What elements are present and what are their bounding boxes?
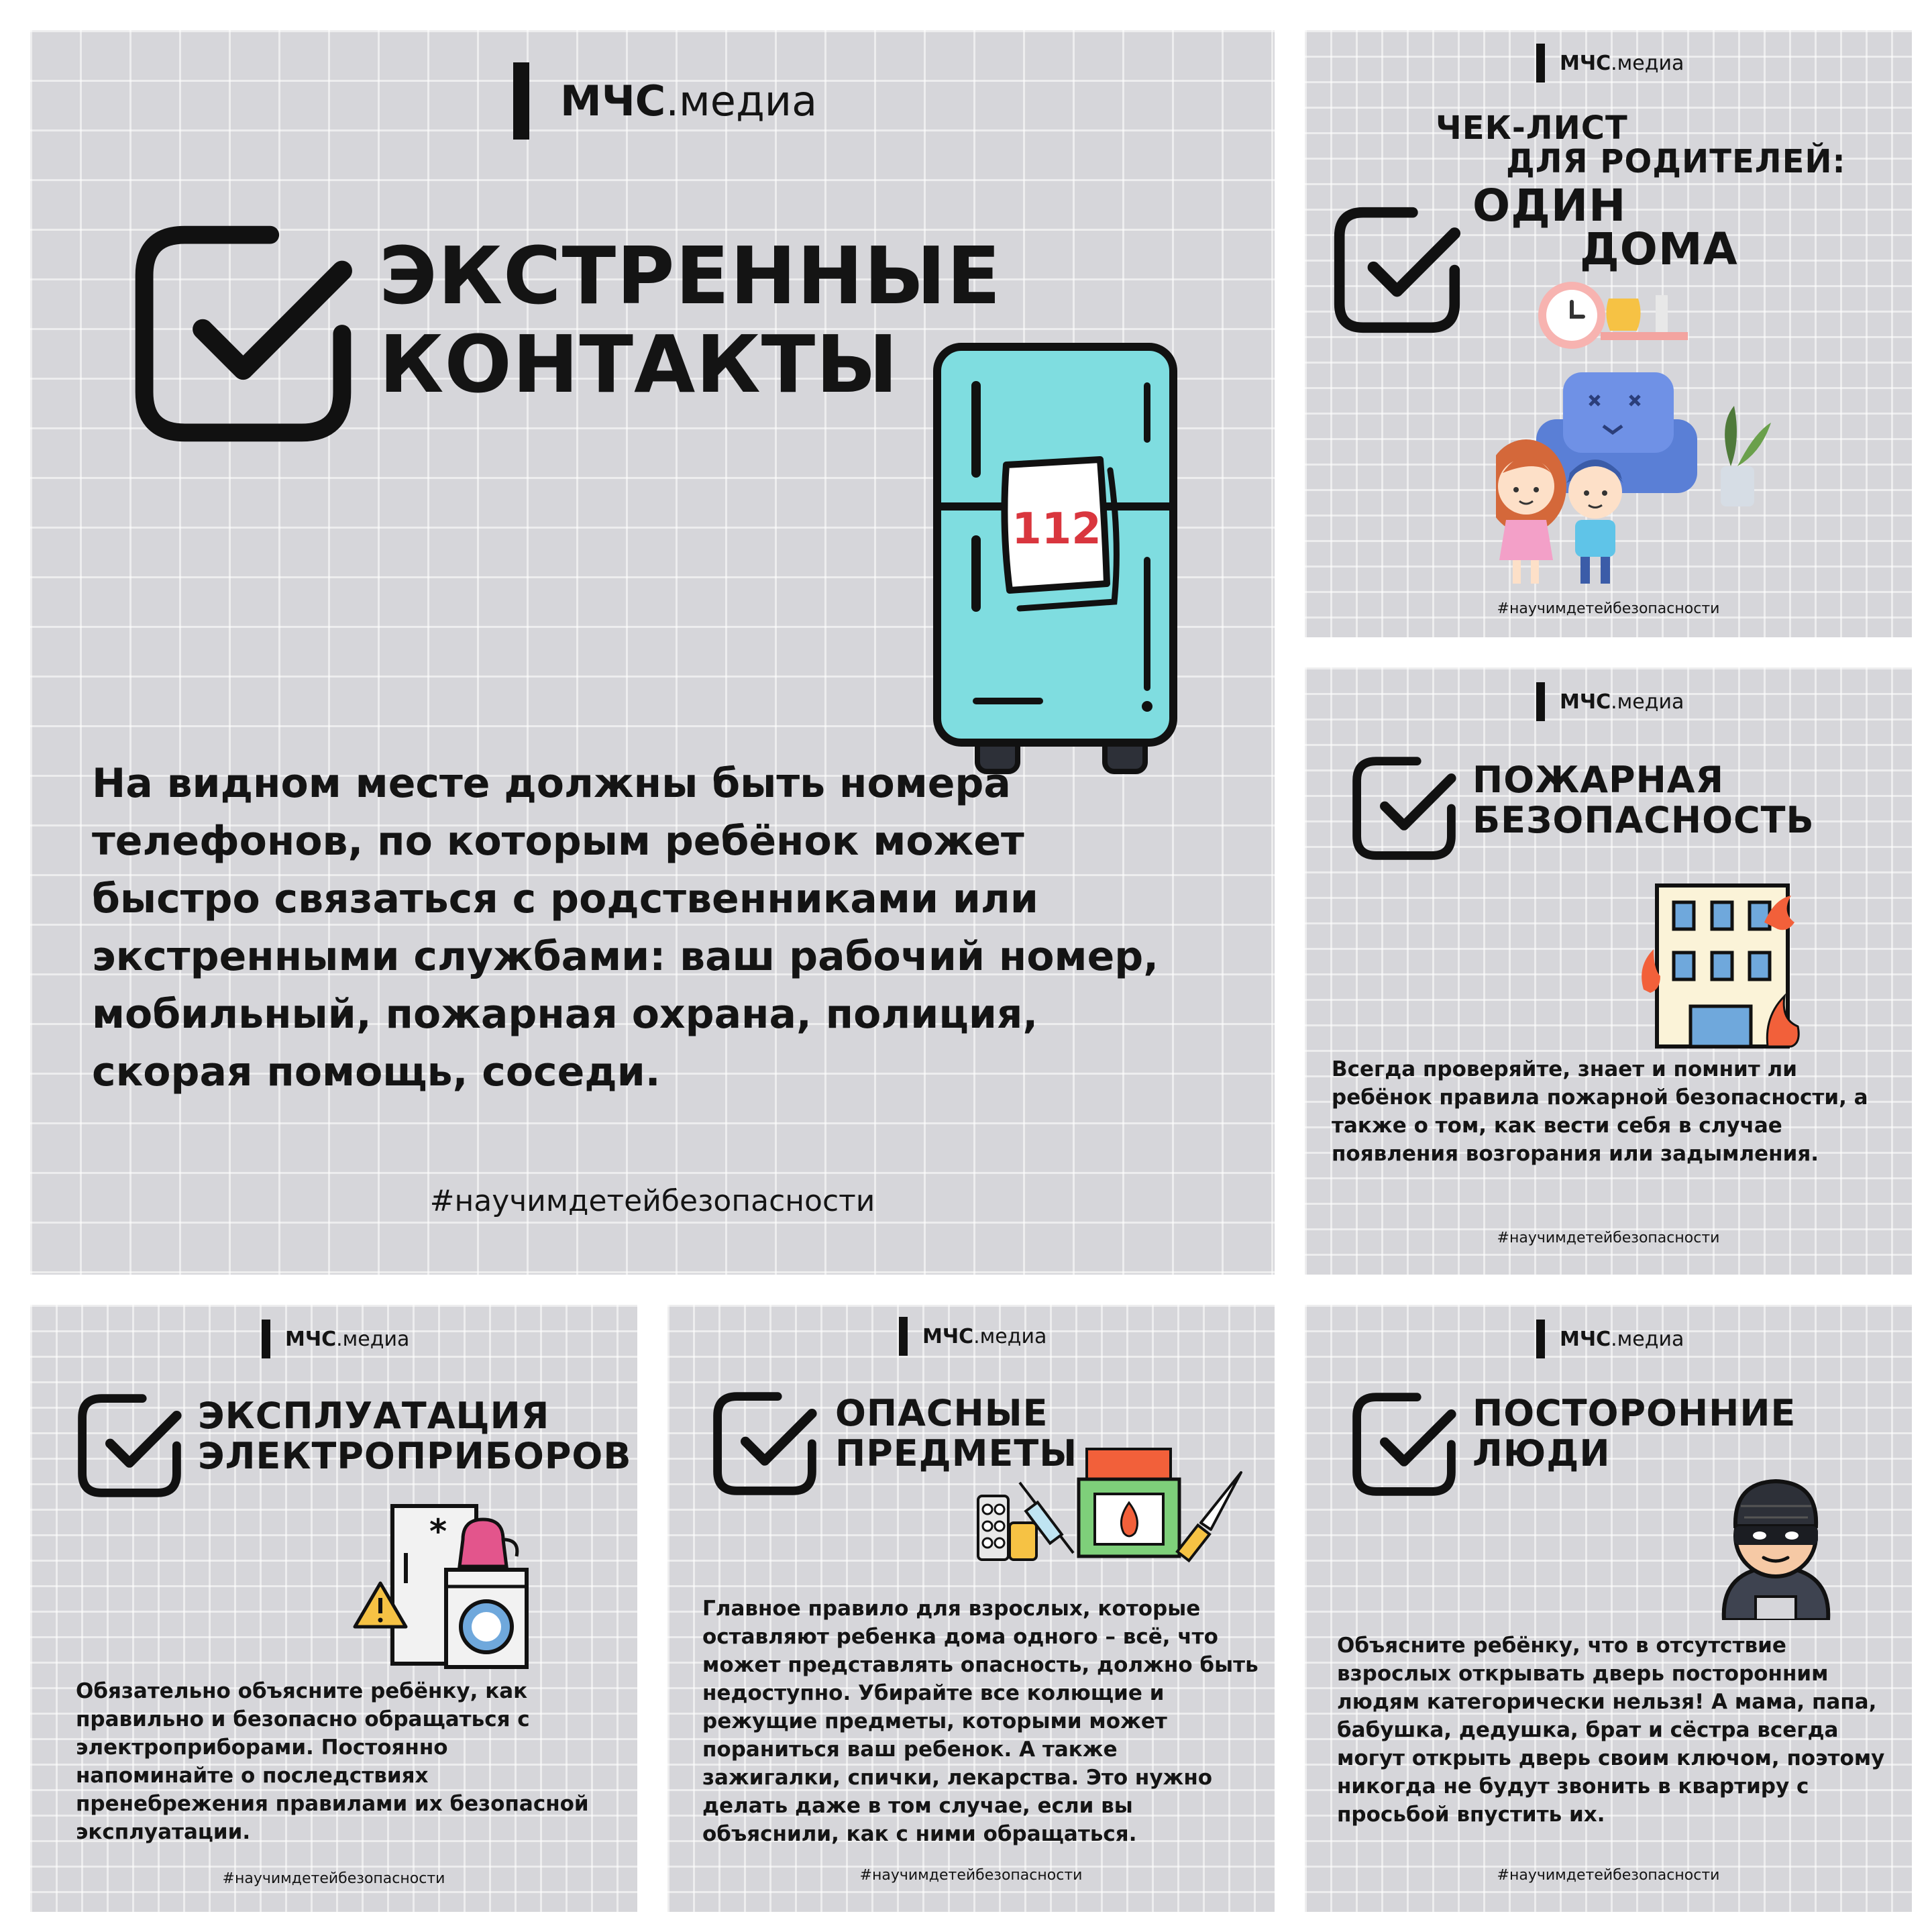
brand-bold: МЧС [1560,1327,1611,1351]
checklist-line-3: ОДИН [1472,180,1627,231]
hashtag: #научимдетейбезопасности [222,1870,445,1887]
brand-light: .медиа [665,76,818,125]
title-line-2: БЕЗОПАСНОСТЬ [1472,799,1815,842]
title-line-1: ЭКСТРЕННЫЕ [379,229,1002,322]
brand-bold: МЧС [560,76,666,125]
card-title [198,1396,632,1477]
title-line-2: КОНТАКТЫ [379,318,899,411]
brand-light: .медиа [336,1327,410,1351]
vase-icon [1601,295,1688,340]
brand-logo [1536,1320,1684,1358]
girl-icon [1496,439,1566,584]
hashtag: #научимдетейбезопасности [429,1184,875,1218]
note-number: 112 [1012,504,1102,554]
title-line-2: ЭЛЕКТРОПРИБОРОВ [198,1435,632,1478]
dangerous-objects-illustration [973,1446,1248,1563]
brand-logo [1536,44,1684,83]
title-line-1: ЭКСПЛУАТАЦИЯ [198,1395,550,1437]
brand-bar [1536,682,1545,721]
brand-bar [899,1317,908,1356]
pills-icon [978,1496,1036,1560]
card-electrical-appliances [30,1305,637,1912]
hashtag: #научимдетейбезопасности [1497,1867,1720,1884]
card-emergency-contacts [30,30,1275,1275]
brand-light: .медиа [1611,1327,1684,1351]
appliances-illustration [352,1503,533,1670]
title-line-1: ПОЖАРНАЯ [1472,759,1725,801]
brand-bold: МЧС [922,1324,974,1348]
washing-machine-icon [446,1570,527,1667]
card-title [379,231,1002,409]
title-line-2: ЛЮДИ [1472,1432,1611,1475]
brand-light: .медиа [1611,51,1684,75]
checklist-line-1: ЧЕК-ЛИСТ [1436,109,1628,147]
card-title [1472,1393,1796,1474]
brand-logo [513,62,817,140]
brand-bar [1536,44,1545,83]
hashtag: #научимдетейбезопасности [859,1867,1083,1884]
card-title [1472,760,1815,841]
checklist-line-2: ДЛЯ РОДИТЕЛЕЙ: [1506,143,1846,180]
brand-logo [1536,682,1684,721]
card-checklist-cover [1305,30,1912,637]
kettle-icon [460,1519,517,1566]
burglar-icon [1714,1469,1838,1620]
card-body: Обязательно объясните ребёнку, как правильно и безопасно обращаться с электроприборами. Постоянно напоминайте о последствиях пренебрежения правилами их безопасной эксплуатации. [76,1679,589,1844]
checkmark-box-icon [1332,205,1462,335]
brand-light: .медиа [973,1324,1047,1348]
title-line-1: ПОСТОРОННИЕ [1472,1392,1796,1434]
title-line-1: ОПАСНЫЕ [835,1392,1049,1434]
brand-bold: МЧС [1560,690,1611,714]
title-line-2: ПРЕДМЕТЫ [835,1432,1078,1475]
brand-light: .медиа [1611,690,1684,714]
matchbox-icon [1079,1449,1179,1556]
card-body: Главное правило для взрослых, которые оставляют ребенка дома одного – всё, что может представлять опасность, должно быть недоступно. Убирайте все колющие и режущие предметы, которыми может пораниться ваш ребенок. А также зажигалки, спички, лекарства. Это нужно делать даже в том случае, если вы объяснили, как с ними обращаться. [702,1597,1258,1846]
checkmark-box-icon [711,1390,818,1497]
brand-bold: МЧС [1560,51,1611,75]
brand-bar [513,62,529,140]
brand-bar [262,1320,270,1358]
checkmark-box-icon [131,221,356,446]
checklist-line-4: ДОМА [1580,223,1738,275]
checkmark-box-icon [1350,755,1458,862]
checkmark-box-icon [1350,1391,1458,1498]
burning-building-icon [1637,882,1805,1050]
hashtag: #научимдетейбезопасности [1497,600,1720,617]
plant-icon [1721,406,1771,506]
clock-icon [1538,282,1605,349]
card-body: Всегда проверяйте, знает и помнит ли ребёнок правила пожарной безопасности, а также о том, как вести себя в случае появления возгорания или задымления. [1332,1057,1868,1166]
card-body: Объясните ребёнку, что в отсутствие взрослых открывать дверь посторонним людям категорически нельзя! А мама, папа, бабушка, дедушка, брат и сёстра всегда могут открыть дверь своим ключом, поэтому никогда не будут звонить в квартиру с просьбой впустить их. [1337,1633,1885,1827]
brand-logo [262,1320,409,1358]
boy-icon [1566,460,1623,584]
card-body: На видном месте должны быть номера телефонов, по которым ребёнок может быстро связаться с родственниками или экстренными службами: ваш рабочий номер, мобильный, пожарная охрана, полиция, скорая помощь, соседи. [92,760,1159,1095]
brand-bar [1536,1320,1545,1358]
card-fire-safety [1305,667,1912,1275]
fridge-icon [929,339,1184,785]
brand-bold: МЧС [285,1327,337,1351]
home-scene-illustration [1496,278,1778,594]
brand-logo [899,1317,1046,1356]
svg-text:*: * [429,1512,447,1551]
checkmark-box-icon [76,1392,183,1499]
card-strangers [1305,1305,1912,1912]
hashtag: #научимдетейбезопасности [1497,1230,1720,1246]
knife-icon [1177,1472,1241,1560]
card-dangerous-objects [667,1305,1275,1912]
